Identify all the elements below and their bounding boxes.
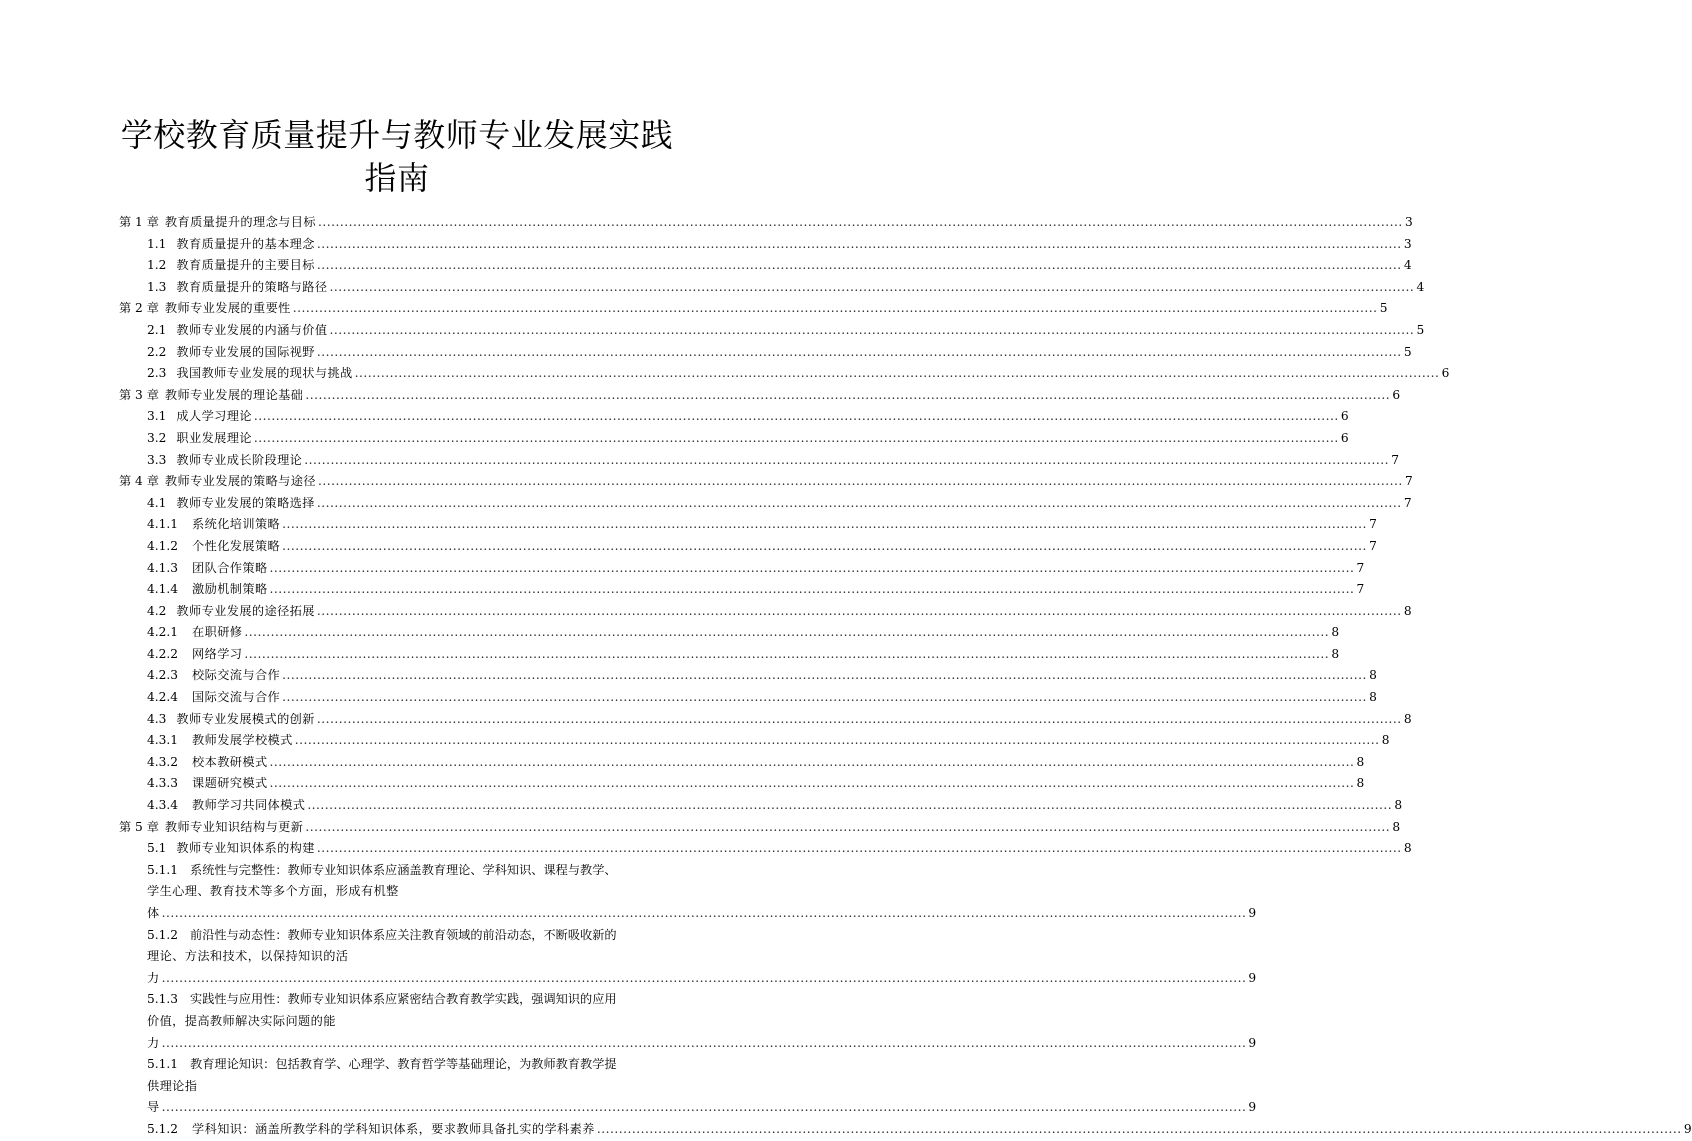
- toc-leader-dots: [317, 709, 1402, 731]
- toc-entry-number: 4.2.1: [147, 625, 179, 640]
- toc-entry-number: 4.2.4: [147, 690, 179, 705]
- toc-entry-title: 教师发展学校模式: [192, 733, 293, 748]
- toc-leader-dots: [318, 471, 1403, 493]
- toc-entry-page: 3: [1403, 236, 1412, 251]
- toc-entry[interactable]: [119, 450, 1400, 472]
- toc-entry-title: 成人学习理论: [176, 409, 252, 424]
- toc-entry-second-line: [119, 1076, 1257, 1119]
- toc-entry-title-part1: 前沿性与动态性：教师专业知识体系应关注教育领域的前沿动态，不断吸收新的: [190, 927, 617, 942]
- toc-leader-dots: [317, 838, 1402, 860]
- toc-entry-number: 3.3: [147, 452, 167, 467]
- toc-entry-page: 9: [1248, 906, 1257, 920]
- toc-entry-title-part2: 学生心理、教育技术等多个方面，形成有机整体: [147, 884, 399, 920]
- toc-leader-dots: [162, 971, 1247, 985]
- toc-entry-second-line: [119, 946, 1257, 989]
- toc-entry-title: 团队合作策略: [192, 560, 268, 575]
- toc-leader-dots: [317, 601, 1402, 623]
- toc-entry-number: 1.1: [147, 236, 167, 251]
- toc-chapter-entry[interactable]: [119, 385, 1401, 407]
- table-of-contents: [119, 212, 1692, 1141]
- toc-entry-page: 8: [1369, 668, 1377, 683]
- toc-entry-page: 3: [1404, 215, 1413, 229]
- toc-list: [119, 212, 1450, 860]
- toc-entry-number: 第 4 章: [119, 474, 159, 489]
- toc-entry-second-line: [119, 1011, 1257, 1054]
- toc-entry-number: 4.3.3: [147, 776, 179, 791]
- toc-entry-title: 系统化培训策略: [192, 517, 281, 532]
- toc-entry-title: 教师专业发展的内涵与价值: [176, 322, 328, 337]
- toc-entry-page: 7: [1369, 538, 1377, 553]
- toc-entry-page: 7: [1356, 582, 1365, 597]
- toc-entry-title: 教师专业知识体系的构建: [176, 841, 315, 856]
- toc-entry-page: 8: [1403, 711, 1412, 726]
- toc-entry[interactable]: [119, 687, 1377, 709]
- toc-entry[interactable]: [119, 514, 1377, 536]
- toc-entry-title: 教师专业发展的策略选择: [176, 495, 315, 510]
- toc-entry-number: 5.1.2: [147, 1121, 179, 1136]
- toc-leader-dots: [244, 622, 1329, 644]
- toc-entry-wrapped[interactable]: [119, 860, 1257, 925]
- toc-entry-number: 4.2: [147, 603, 167, 618]
- toc-leader-dots: [282, 514, 1367, 536]
- toc-entry-number: 5.1.1: [147, 862, 179, 877]
- toc-leader-dots: [270, 579, 1355, 601]
- toc-leader-dots: [293, 298, 1378, 320]
- toc-entry-first-line: [119, 925, 671, 947]
- toc-entry-page: 8: [1331, 625, 1340, 640]
- toc-entry-number: 4.1.3: [147, 560, 179, 575]
- toc-entry-page: 8: [1392, 819, 1401, 834]
- toc-entry-number: 4.1.1: [147, 517, 179, 532]
- toc-entry-title-part2: 供理论指导: [147, 1078, 198, 1115]
- toc-entry[interactable]: [119, 730, 1390, 752]
- toc-leader-dots: [282, 665, 1367, 687]
- toc-entry[interactable]: [119, 579, 1365, 601]
- toc-leader-dots: [295, 730, 1380, 752]
- toc-entry-page: 9: [1248, 1100, 1257, 1115]
- toc-entry[interactable]: [119, 644, 1340, 666]
- toc-entry-number: 4.1.2: [147, 538, 179, 553]
- toc-entry-title-part2: 理论、方法和技术，以保持知识的活力: [147, 949, 349, 985]
- toc-chapter-entry[interactable]: [119, 471, 1413, 493]
- toc-entry-title: 教育质量提升的策略与路径: [176, 279, 328, 294]
- toc-entry[interactable]: [119, 1119, 1692, 1141]
- toc-leader-dots: [305, 817, 1390, 839]
- toc-entry-page: 7: [1369, 517, 1377, 532]
- toc-entry[interactable]: [119, 363, 1450, 385]
- toc-entry-page: 6: [1441, 366, 1450, 381]
- toc-entry-title: 校本教研模式: [192, 754, 268, 769]
- toc-entry-page: 5: [1403, 344, 1412, 359]
- toc-entry-title: 教师专业发展的策略与途径: [164, 474, 316, 489]
- toc-entry-number: 4.3.4: [147, 798, 179, 813]
- toc-entry[interactable]: [119, 320, 1425, 342]
- toc-entry-title: 激励机制策略: [192, 582, 268, 597]
- toc-entry-page: 6: [1392, 387, 1401, 402]
- toc-entry-number: 5.1.1: [147, 1057, 179, 1072]
- toc-leader-dots: [270, 558, 1355, 580]
- toc-entry-title: 学科知识：涵盖所教学科的学科知识体系，要求教师具备扎实的学科素养: [192, 1121, 595, 1136]
- toc-entry-page: 7: [1404, 474, 1413, 489]
- toc-entry-page: 8: [1369, 690, 1377, 705]
- toc-leader-dots: [162, 1100, 1247, 1114]
- toc-leader-dots: [282, 687, 1367, 709]
- toc-entry-number: 4.1: [147, 495, 167, 510]
- toc-entry[interactable]: [119, 709, 1412, 731]
- toc-leader-dots: [282, 536, 1367, 558]
- toc-entry-page: 5: [1416, 322, 1425, 337]
- toc-entry[interactable]: [119, 277, 1425, 299]
- toc-entry-title: 教师专业发展的国际视野: [176, 344, 315, 359]
- toc-entry-number: 第 1 章: [119, 215, 159, 229]
- toc-leader-dots: [307, 795, 1392, 817]
- toc-chapter-entry[interactable]: [119, 817, 1401, 839]
- toc-leader-dots: [317, 493, 1402, 515]
- toc-entry-number: 4.3.1: [147, 733, 179, 748]
- toc-entry-number: 第 3 章: [119, 387, 159, 402]
- toc-entry[interactable]: [119, 665, 1377, 687]
- toc-entry-page: 8: [1381, 733, 1390, 748]
- toc-entry-title: 教师专业发展的重要性: [164, 301, 291, 316]
- toc-entry[interactable]: [119, 234, 1412, 256]
- toc-entry-title: 我国教师专业发展的现状与挑战: [176, 366, 353, 381]
- toc-entry-title: 教师专业成长阶段理论: [176, 452, 303, 467]
- toc-entry-title: 在职研修: [192, 625, 243, 640]
- toc-leader-dots: [162, 1036, 1247, 1050]
- toc-leader-dots: [254, 428, 1339, 450]
- toc-entry-title-part1: 实践性与应用性：教师专业知识体系应紧密结合教育教学实践，强调知识的应用: [190, 992, 617, 1007]
- toc-entry-number: 2.1: [147, 322, 167, 337]
- toc-entry[interactable]: [119, 773, 1365, 795]
- toc-leader-dots: [304, 450, 1389, 472]
- toc-leader-dots: [270, 752, 1355, 774]
- toc-entry-title: 教师专业知识结构与更新: [164, 819, 304, 834]
- toc-entry-first-line: [119, 989, 671, 1011]
- toc-entry-page: 8: [1356, 754, 1365, 769]
- toc-leader-dots: [318, 212, 1403, 234]
- toc-entry-page: 4: [1403, 258, 1412, 273]
- toc-entry-number: 4.2.2: [147, 646, 179, 661]
- toc-entry-number: 第 2 章: [119, 301, 159, 316]
- toc-entry-title: 国际交流与合作: [192, 690, 281, 705]
- toc-entry-page: 8: [1394, 798, 1403, 813]
- toc-entry-page: 9: [1683, 1121, 1692, 1136]
- toc-entry[interactable]: [119, 428, 1349, 450]
- toc-leader-dots: [317, 255, 1402, 277]
- toc-entry-title: 校际交流与合作: [192, 668, 281, 683]
- toc-entry-title: 网络学习: [192, 646, 243, 661]
- toc-entry[interactable]: [119, 406, 1349, 428]
- toc-entry-page: 6: [1340, 430, 1349, 445]
- toc-entry-page: 7: [1356, 560, 1365, 575]
- toc-entry-title: 教师专业发展的途径拓展: [176, 603, 315, 618]
- toc-entry-title: 课题研究模式: [192, 776, 268, 791]
- toc-entry-wrapped[interactable]: [119, 1054, 1257, 1119]
- toc-entry-number: 5.1.2: [147, 927, 179, 942]
- toc-entry[interactable]: [119, 342, 1412, 364]
- toc-entry-title: 职业发展理论: [176, 430, 252, 445]
- toc-entry[interactable]: [119, 752, 1365, 774]
- toc-entry-page: 8: [1331, 646, 1340, 661]
- toc-entry[interactable]: [119, 493, 1412, 515]
- toc-entry-first-line: [119, 1054, 671, 1076]
- toc-entry[interactable]: [119, 622, 1340, 644]
- toc-entry-page: 4: [1416, 279, 1425, 294]
- document-title: 学校教育质量提升与教师专业发展实践指南: [120, 116, 674, 197]
- toc-leader-dots: [162, 906, 1247, 920]
- toc-entry-page: 5: [1379, 301, 1388, 316]
- toc-leader-dots: [270, 773, 1355, 795]
- toc-entry-wrapped[interactable]: [119, 989, 1257, 1054]
- toc-entry-number: 4.1.4: [147, 582, 179, 597]
- toc-entry-number: 4.3: [147, 711, 167, 726]
- toc-entry-title: 教育质量提升的基本理念: [176, 236, 315, 251]
- toc-wrapped-list: [119, 860, 1257, 1119]
- toc-chapter-entry[interactable]: [119, 298, 1388, 320]
- toc-entry[interactable]: [119, 558, 1365, 580]
- toc-entry-page: 7: [1403, 495, 1412, 510]
- toc-leader-dots: [355, 363, 1440, 385]
- toc-chapter-entry[interactable]: [119, 212, 1413, 234]
- toc-entry-second-line: [119, 881, 1257, 924]
- toc-entry-first-line: [119, 860, 671, 882]
- toc-entry-number: 3.1: [147, 409, 167, 424]
- toc-entry-title-part1: 系统性与完整性：教师专业知识体系应涵盖教育理论、学科知识、课程与教学、: [190, 862, 617, 877]
- toc-entry-title-part1: 教育理论知识：包括教育学、心理学、教育哲学等基础理论，为教师教育教学提: [190, 1057, 617, 1072]
- toc-leader-dots: [317, 234, 1402, 256]
- toc-entry-title: 教师专业发展模式的创新: [176, 711, 315, 726]
- toc-entry-page: 8: [1356, 776, 1365, 791]
- toc-entry-number: 5.1: [147, 841, 167, 856]
- toc-entry[interactable]: [119, 255, 1412, 277]
- toc-entry-number: 第 5 章: [119, 819, 159, 834]
- toc-entry-number: 2.3: [147, 366, 167, 381]
- toc-entry-title: 教育质量提升的主要目标: [176, 258, 315, 273]
- toc-leader-dots: [317, 342, 1402, 364]
- toc-entry-number: 2.2: [147, 344, 167, 359]
- toc-entry[interactable]: [119, 838, 1412, 860]
- toc-leader-dots: [305, 385, 1390, 407]
- toc-leader-dots: [329, 320, 1414, 342]
- toc-entry-page: 7: [1391, 452, 1400, 467]
- toc-entry-page: 9: [1248, 1035, 1257, 1050]
- toc-entry-number: 5.1.3: [147, 992, 179, 1007]
- toc-entry-number: 4.2.3: [147, 668, 179, 683]
- toc-leader-dots: [254, 406, 1339, 428]
- toc-entry[interactable]: [119, 795, 1403, 817]
- toc-entry-title: 个性化发展策略: [192, 538, 281, 553]
- toc-entry-number: 3.2: [147, 430, 167, 445]
- toc-entry-title-part2: 价值，提高教师解决实际问题的能力: [147, 1013, 336, 1050]
- toc-entry-title: 教育质量提升的理念与目标: [164, 215, 316, 229]
- toc-entry-wrapped[interactable]: [119, 925, 1257, 990]
- toc-entry-title: 教师学习共同体模式: [192, 798, 306, 813]
- toc-entry-page: 8: [1403, 603, 1412, 618]
- toc-entry-number: 1.2: [147, 258, 167, 273]
- toc-entry-number: 1.3: [147, 279, 167, 294]
- toc-entry-page: 6: [1340, 409, 1349, 424]
- toc-leader-dots: [597, 1119, 1682, 1141]
- toc-entry[interactable]: [119, 601, 1412, 623]
- toc-entry-page: 9: [1248, 970, 1257, 985]
- toc-entry-page: 8: [1403, 841, 1412, 856]
- toc-entry[interactable]: [119, 536, 1377, 558]
- toc-leader-dots: [244, 644, 1329, 666]
- toc-leader-dots: [329, 277, 1414, 299]
- toc-entry-title: 教师专业发展的理论基础: [164, 387, 304, 402]
- toc-entry-number: 4.3.2: [147, 754, 179, 769]
